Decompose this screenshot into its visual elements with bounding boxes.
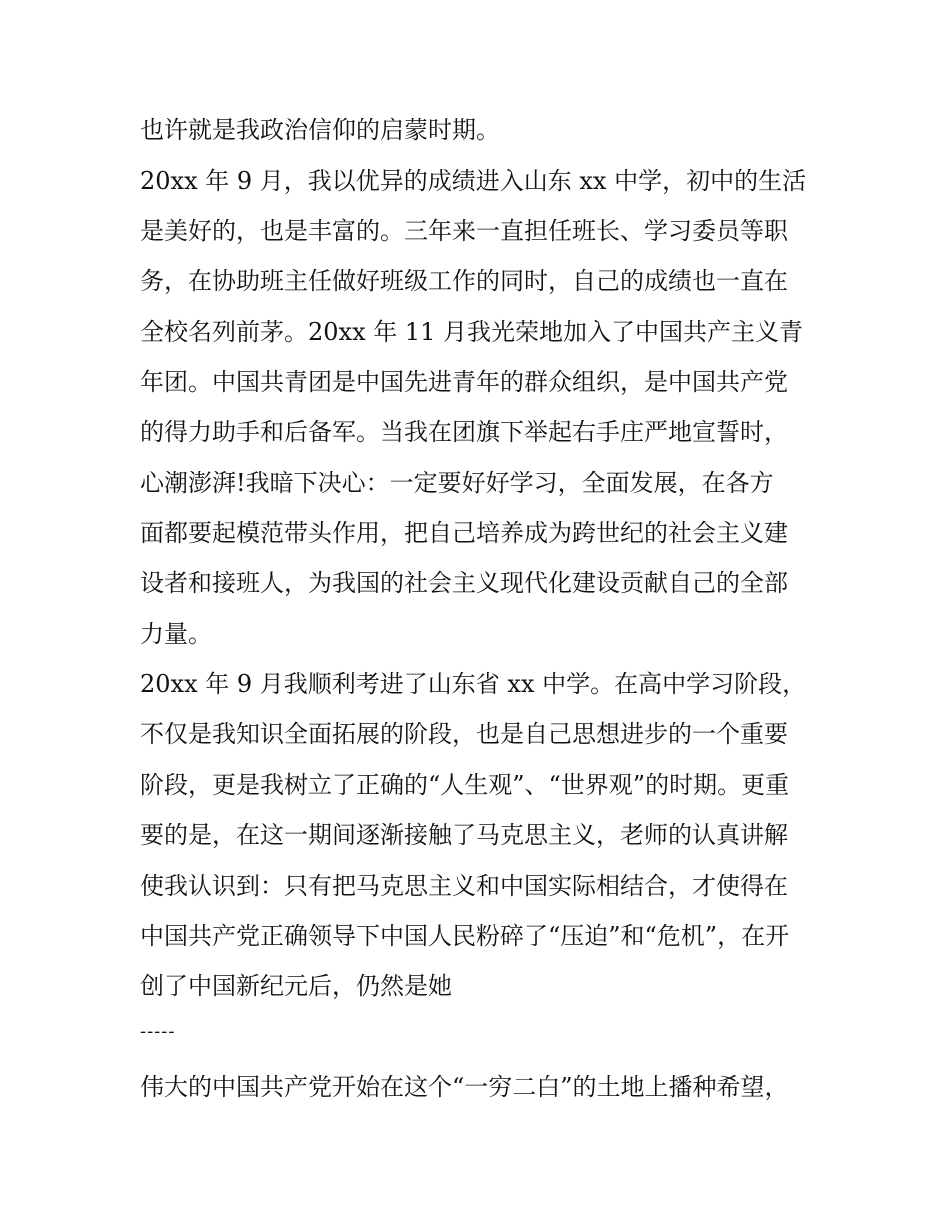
- text-line: 创了中国新纪元后，仍然是她: [140, 972, 452, 1000]
- text-line: 20xx 年 9 月我顺利考进了山东省 xx 中学。在高中学习阶段，: [140, 670, 807, 698]
- text-line: 年团。中国共青团是中国先进青年的群众组织，是中国共产党: [140, 368, 788, 396]
- text-line: 中国共产党正确领导下中国人民粉碎了“压迫”和“危机”，在开: [140, 922, 790, 950]
- text-line: 阶段，更是我树立了正确的“人生观”、“世界观”的时期。更重: [140, 771, 790, 799]
- text-line: 务，在协助班主任做好班级工作的同时，自己的成绩也一直在: [140, 267, 788, 295]
- text-line: 的得力助手和后备军。当我在团旗下举起右手庄严地宣誓时，: [140, 418, 788, 446]
- text-line: 伟大的中国共产党开始在这个“一穷二白”的土地上播种希望，: [140, 1073, 789, 1101]
- text-line: 使我认识到：只有把马克思主义和中国实际相结合，才使得在: [140, 872, 788, 900]
- text-line: 全校名列前茅。20xx 年 11 月我光荣地加入了中国共产主义青: [140, 318, 804, 346]
- text-line: 不仅是我知识全面拓展的阶段，也是自己思想进步的一个重要: [140, 720, 788, 748]
- text-line: 心潮澎湃!我暗下决心：一定要好好学习，全面发展，在各方: [140, 469, 774, 497]
- text-line: 也许就是我政治信仰的启蒙时期。: [140, 116, 500, 144]
- text-line: 设者和接班人，为我国的社会主义现代化建设贡献自己的全部: [140, 569, 788, 597]
- text-line: 是美好的，也是丰富的。三年来一直担任班长、学习委员等职: [140, 217, 788, 245]
- text-line: 要的是，在这一期间逐渐接触了马克思主义，老师的认真讲解: [140, 821, 788, 849]
- text-line: 力量。: [140, 620, 212, 648]
- text-line: 面都要起模范带头作用，把自己培养成为跨世纪的社会主义建: [140, 519, 788, 547]
- text-line: 20xx 年 9 月，我以优异的成绩进入山东 xx 中学，初中的生活: [140, 167, 807, 195]
- page-break-marker: -----: [140, 1021, 176, 1042]
